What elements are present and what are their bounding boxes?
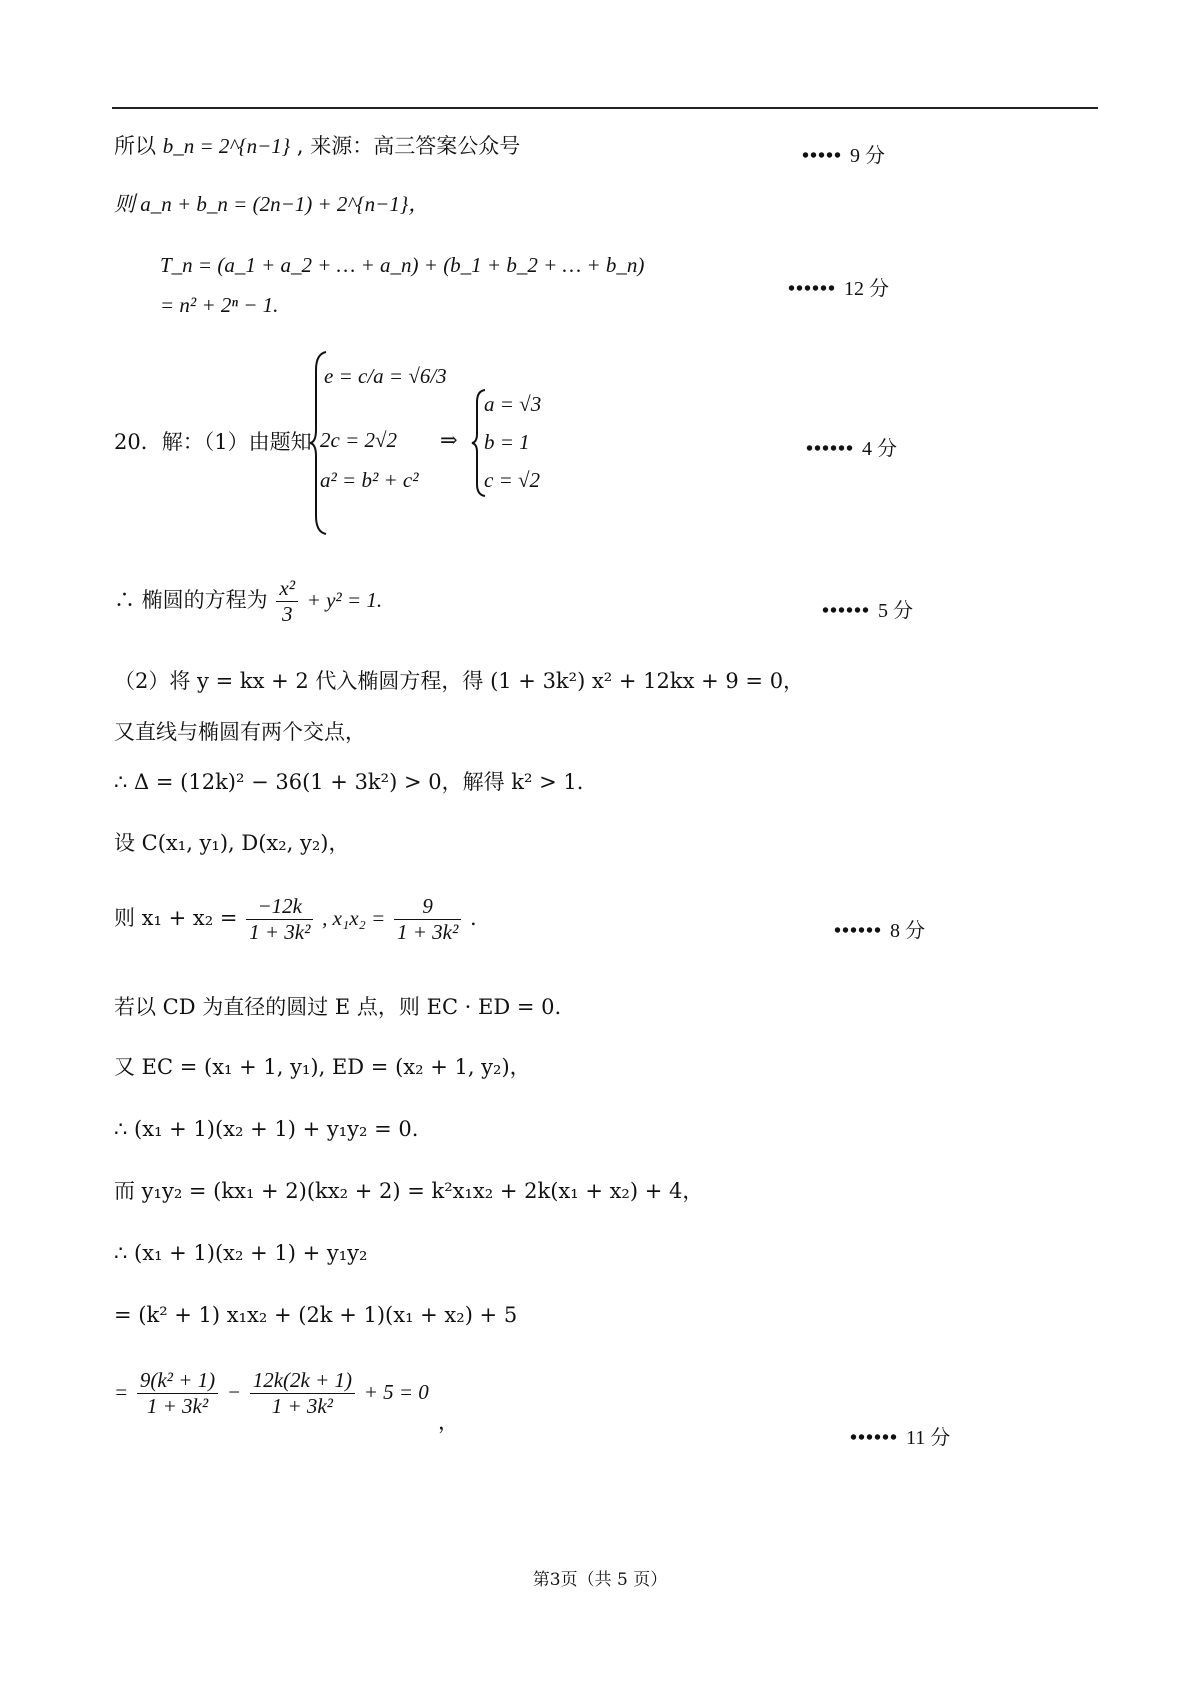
score-label: 11 分 (906, 1427, 951, 1449)
result-b: b = 1 (484, 430, 530, 454)
y1y2-expansion: 而 y₁y₂ = (kx₁ + 2)(kx₂ + 2) = k²x₁x₂ + 2k(x₁ + x₂) + 4， (114, 1179, 704, 1203)
fraction-num: 9(k² + 1) (137, 1370, 218, 1394)
formula-Tn-result: = n² + 2ⁿ − 1. (160, 293, 279, 317)
fraction-sum (246, 896, 313, 943)
final-equation (114, 1370, 429, 1417)
system-eq-e: e = c/a = √6/3 (324, 364, 447, 388)
fraction-num: 12k(2k + 1) (250, 1370, 355, 1394)
score-label: 12 分 (844, 278, 890, 300)
intersection-note: 又直线与椭圆有两个交点， (114, 720, 366, 744)
points-cd: 设 C(x₁, y₁), D(x₂, y₂)， (114, 831, 350, 855)
score-dots: •••••• (834, 920, 883, 942)
formula-Tn: T_n = (a_1 + a_2 + … + a_n) + (b_1 + b_2 + … + b_n) (160, 253, 645, 277)
fraction-num: x² (276, 578, 298, 602)
system-eq-2c: 2c = 2√2 (320, 428, 398, 452)
fraction-den: 3 (281, 602, 293, 626)
line-bn (114, 136, 520, 157)
text-prefix: 所以 (114, 134, 156, 158)
score-label: 8 分 (890, 920, 926, 942)
formula-bn: b_n = 2^{n−1} (162, 134, 291, 158)
circle-condition: 若以 CD 为直径的圆过 E 点，则 EC · ED = 0. (114, 995, 562, 1019)
trailing-comma: ， (438, 1410, 459, 1434)
fraction-den: 1 + 3k² (249, 920, 311, 944)
text-prefix: ∴ 椭圆的方程为 (114, 588, 268, 612)
expanded-line: = (k² + 1) x₁x₂ + (2k + 1)(x₁ + x₂) + 5 (114, 1303, 518, 1327)
fraction-x2-3 (276, 578, 298, 625)
source-text: , 来源：高三答案公众号 (296, 134, 521, 158)
text-prefix: 则 x₁ + x₂ = (114, 906, 238, 930)
text-end: + 5 = 0 (363, 1380, 429, 1404)
page-footer: 第3页（共 5 页） (532, 1570, 668, 1590)
minus-sign: − (226, 1380, 241, 1404)
score-4 (806, 432, 897, 461)
text-suffix: + y² = 1. (306, 588, 383, 612)
fraction-num: 9 (394, 896, 461, 920)
part-2-substitution: （2）将 y = kx + 2 代入椭圆方程，得 (1 + 3k²) x² + 12kx + 9 = 0， (114, 669, 805, 693)
text-end: . (469, 906, 477, 930)
result-c: c = √2 (484, 468, 541, 492)
ellipse-equation (114, 578, 382, 625)
system-eq-a2: a² = b² + c² (320, 468, 419, 492)
vieta-line (114, 896, 477, 943)
score-11 (850, 1421, 950, 1450)
fraction-den: 1 + 3k² (271, 1394, 333, 1418)
fraction-num: −12k (246, 896, 313, 920)
score-label: 9 分 (850, 145, 886, 167)
score-dots: •••••• (788, 278, 837, 300)
fraction-den: 1 + 3k² (396, 920, 459, 944)
discriminant-line: ∴ Δ = (12k)² − 36(1 + 3k²) > 0，解得 k² > 1. (114, 770, 584, 794)
header-rule (112, 107, 1098, 109)
score-dots: •••••• (850, 1427, 899, 1449)
fraction-product (394, 896, 461, 943)
fraction-second (250, 1370, 355, 1417)
fraction-den: 1 + 3k² (146, 1394, 209, 1418)
dot-product-zero: ∴ (x₁ + 1)(x₂ + 1) + y₁y₂ = 0. (114, 1117, 419, 1141)
score-9 (802, 139, 885, 168)
problem-20-label: 20．解：（1）由题知 (114, 430, 312, 454)
fraction-first (137, 1370, 218, 1417)
score-dots: ••••• (802, 145, 843, 167)
result-a: a = √3 (484, 392, 542, 416)
text-mid: , x₁x₂ = (322, 906, 386, 930)
expression-line: ∴ (x₁ + 1)(x₂ + 1) + y₁y₂ (114, 1241, 368, 1265)
score-8 (834, 914, 925, 943)
score-dots: •••••• (822, 600, 871, 622)
score-12 (788, 272, 889, 301)
score-5 (822, 594, 913, 623)
score-label: 5 分 (878, 600, 914, 622)
line-an-bn: 则 a_n + b_n = (2n−1) + 2^{n−1}， (114, 192, 430, 216)
score-dots: •••••• (806, 438, 855, 460)
implies-arrow: ⇒ (440, 428, 458, 452)
vectors-line: 又 EC = (x₁ + 1, y₁), ED = (x₂ + 1, y₂)， (114, 1055, 531, 1079)
score-label: 4 分 (862, 438, 898, 460)
text-eq: = (114, 1380, 129, 1404)
